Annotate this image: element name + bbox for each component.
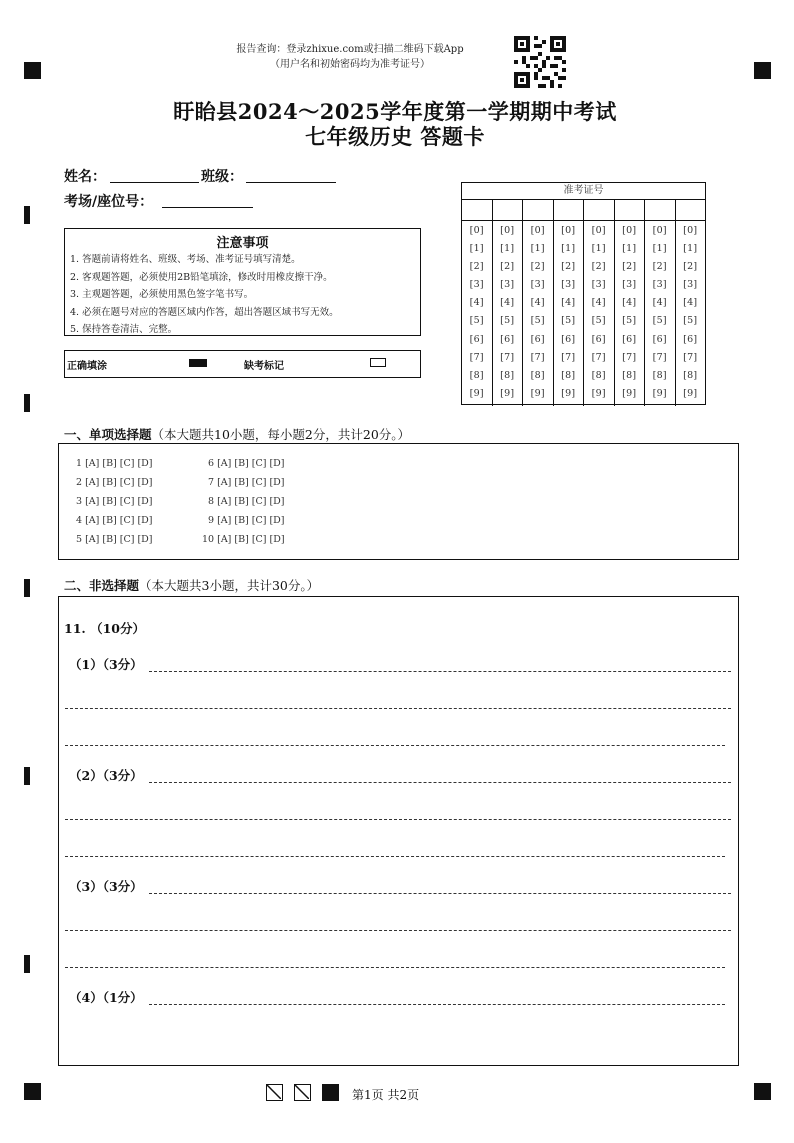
corner-mark-bottom-right — [754, 1083, 771, 1100]
exam-id-grid — [461, 182, 706, 405]
exam-id-bubble[interactable]: [0] — [561, 225, 576, 236]
exam-id-column[interactable] — [523, 221, 554, 406]
exam-id-bubble[interactable]: [6] — [500, 333, 515, 345]
exam-id-bubble[interactable]: [5] — [591, 315, 606, 327]
mcq-row[interactable]: 8 [A] [B] [C] [D] — [208, 496, 285, 507]
absent-mark-label: 缺考标记 — [244, 361, 284, 372]
exam-id-bubble[interactable]: [0] — [591, 225, 606, 236]
answer-line[interactable] — [65, 745, 725, 746]
page-number: 第1页 共2页 — [352, 1088, 420, 1102]
notice-item: 5. 保持答卷清洁、完整。 — [70, 324, 178, 335]
mcq-row[interactable]: 1 [A] [B] [C] [D] — [76, 458, 153, 469]
mcq-row[interactable]: 6 [A] [B] [C] [D] — [208, 458, 285, 469]
answer-line[interactable] — [149, 1004, 725, 1005]
section1-desc: （本大题共10小题，每小题2分，共计20分。） — [151, 427, 411, 442]
exam-id-bubble[interactable]: [9] — [561, 387, 576, 399]
page-mark-box — [294, 1084, 311, 1101]
exam-id-bubble[interactable]: [2] — [652, 261, 667, 273]
exam-id-column[interactable] — [462, 221, 493, 406]
notice-box — [64, 228, 421, 336]
part-4-label: （4）（1分） — [69, 990, 143, 1005]
exam-id-bubble[interactable]: [1] — [561, 243, 576, 255]
exam-id-bubble[interactable]: [3] — [622, 279, 637, 291]
exam-id-bubble[interactable]: [7] — [500, 351, 515, 363]
section2-title: 二、非选择题 — [64, 578, 140, 593]
exam-id-bubble[interactable]: [6] — [530, 333, 545, 345]
exam-id-column[interactable] — [584, 221, 615, 406]
qr-code-icon — [514, 36, 566, 88]
exam-id-bubble[interactable]: [8] — [591, 369, 606, 381]
exam-title: 盱眙县2024～2025学年度第一学期期中考试 — [173, 99, 617, 124]
exam-id-bubble[interactable]: [3] — [683, 279, 698, 291]
answer-line[interactable] — [149, 782, 731, 783]
exam-id-column[interactable] — [615, 221, 646, 406]
exam-id-bubble[interactable]: [0] — [622, 225, 637, 236]
exam-id-bubble[interactable]: [7] — [652, 351, 667, 363]
section2-desc: （本大题共3小题，共计30分。） — [139, 578, 320, 593]
exam-id-write-row[interactable] — [462, 200, 705, 221]
exam-id-bubble[interactable]: [2] — [469, 261, 484, 273]
exam-id-bubble[interactable]: [5] — [652, 315, 667, 327]
exam-id-bubble[interactable]: [4] — [500, 297, 515, 309]
exam-id-bubble[interactable]: [4] — [622, 297, 637, 309]
exam-id-bubble[interactable]: [0] — [500, 225, 515, 236]
answer-line[interactable] — [65, 967, 725, 968]
exam-id-bubble[interactable]: [1] — [500, 243, 515, 255]
exam-id-bubble[interactable]: [8] — [683, 369, 698, 381]
exam-id-bubble[interactable]: [3] — [469, 279, 484, 291]
mcq-row[interactable]: 4 [A] [B] [C] [D] — [76, 515, 153, 526]
absent-mark-checkbox[interactable] — [370, 358, 386, 367]
exam-id-column[interactable] — [676, 221, 706, 406]
answer-line[interactable] — [149, 893, 731, 894]
exam-id-bubble[interactable]: [4] — [683, 297, 698, 309]
mcq-row[interactable]: 9 [A] [B] [C] [D] — [208, 515, 285, 526]
room-seat-field[interactable] — [162, 206, 253, 208]
mcq-answer-box — [58, 443, 739, 560]
exam-id-column[interactable] — [645, 221, 676, 406]
answer-line[interactable] — [65, 708, 731, 709]
fill-sample-box — [64, 350, 421, 378]
exam-id-bubble[interactable]: [7] — [469, 351, 484, 363]
section2-heading — [64, 576, 319, 594]
notice-item: 2. 客观题答题，必须使用2B铅笔填涂，修改时用橡皮擦干净。 — [70, 271, 333, 283]
exam-id-bubble[interactable]: [5] — [561, 315, 576, 327]
timing-mark — [24, 955, 30, 973]
exam-id-bubble[interactable]: [4] — [652, 297, 667, 309]
part-3-label: （3）（3分） — [69, 879, 143, 894]
notice-title: 注意事项 — [216, 236, 269, 251]
class-field[interactable] — [246, 181, 336, 183]
answer-line[interactable] — [149, 671, 731, 672]
mcq-row[interactable]: 2 [A] [B] [C] [D] — [76, 477, 153, 488]
exam-id-bubble[interactable]: [9] — [683, 387, 698, 399]
exam-id-bubble[interactable]: [6] — [469, 333, 484, 345]
answer-line[interactable] — [65, 856, 725, 857]
filled-bubble-sample — [189, 359, 207, 367]
exam-id-bubble[interactable]: [3] — [561, 279, 576, 291]
exam-id-bubble[interactable]: [2] — [622, 261, 637, 273]
exam-id-bubble[interactable]: [6] — [561, 333, 576, 345]
exam-id-bubble[interactable]: [6] — [622, 333, 637, 345]
notice-item: 1. 答题前请将姓名、班级、考场、准考证号填写清楚。 — [70, 254, 301, 265]
timing-mark — [24, 579, 30, 597]
exam-id-bubble[interactable]: [6] — [652, 333, 667, 345]
answer-line[interactable] — [65, 819, 731, 820]
exam-id-bubble[interactable]: [7] — [683, 351, 698, 363]
exam-id-bubble[interactable]: [9] — [530, 387, 545, 399]
corner-mark-bottom-left — [24, 1083, 41, 1100]
question-11-label: 11. （10分） — [64, 621, 145, 636]
exam-id-bubble[interactable]: [8] — [652, 369, 667, 381]
corner-mark-top-right — [754, 62, 771, 79]
exam-id-bubble[interactable]: [2] — [500, 261, 515, 273]
exam-id-bubble[interactable]: [9] — [622, 387, 637, 399]
exam-id-bubble[interactable]: [2] — [561, 261, 576, 273]
exam-id-bubble[interactable]: [6] — [591, 333, 606, 345]
exam-id-bubble[interactable]: [2] — [591, 261, 606, 273]
login-hint-line: （用户名和初始密码均为准考证号） — [270, 59, 430, 70]
exam-id-bubble[interactable]: [9] — [500, 387, 515, 399]
exam-id-bubble[interactable]: [3] — [530, 279, 545, 291]
exam-id-column[interactable] — [493, 221, 524, 406]
correct-fill-label: 正确填涂 — [67, 361, 107, 372]
exam-id-bubble[interactable]: [7] — [530, 351, 545, 363]
exam-id-bubble[interactable]: [1] — [591, 243, 606, 255]
name-field[interactable] — [110, 181, 199, 183]
exam-id-bubble[interactable]: [8] — [622, 369, 637, 381]
room-seat-label: 考场/座位号： — [64, 194, 154, 210]
exam-id-bubble[interactable]: [5] — [469, 315, 484, 327]
section1-heading — [64, 425, 410, 443]
exam-id-bubble[interactable]: [9] — [591, 387, 606, 399]
exam-id-bubble[interactable]: [8] — [561, 369, 576, 381]
exam-id-bubble[interactable]: [5] — [530, 315, 545, 327]
exam-id-bubble[interactable]: [1] — [530, 243, 545, 255]
exam-id-bubble[interactable]: [4] — [469, 297, 484, 309]
exam-id-bubble[interactable]: [9] — [469, 387, 484, 399]
open-answer-box[interactable] — [58, 596, 739, 1066]
exam-id-bubble[interactable]: [5] — [683, 315, 698, 327]
section1-title: 一、单项选择题 — [64, 427, 152, 442]
slash-icon — [295, 1085, 309, 1099]
exam-id-bubble[interactable]: [7] — [591, 351, 606, 363]
exam-id-bubble[interactable]: [2] — [530, 261, 545, 273]
mcq-row[interactable]: 7 [A] [B] [C] [D] — [208, 477, 285, 488]
exam-id-bubble[interactable]: [0] — [469, 225, 484, 236]
timing-mark — [24, 206, 30, 224]
exam-id-bubble[interactable]: [8] — [469, 369, 484, 381]
exam-id-bubble[interactable]: [5] — [500, 315, 515, 327]
exam-id-bubble[interactable]: [8] — [500, 369, 515, 381]
class-label: 班级： — [201, 169, 243, 185]
exam-id-title: 准考证号 — [462, 183, 705, 200]
exam-id-bubble[interactable]: [4] — [561, 297, 576, 309]
exam-id-bubble[interactable]: [7] — [622, 351, 637, 363]
exam-id-bubble[interactable]: [7] — [561, 351, 576, 363]
notice-item: 4. 必须在题号对应的答题区域内作答，超出答题区域书写无效。 — [70, 306, 339, 318]
exam-id-bubble[interactable]: [1] — [469, 243, 484, 255]
report-query-line: 报告查询：登录zhixue.com或扫描二维码下载App — [236, 44, 464, 55]
exam-id-bubble[interactable]: [1] — [652, 243, 667, 255]
exam-id-bubble[interactable]: [3] — [500, 279, 515, 291]
exam-id-bubble[interactable]: [9] — [652, 387, 667, 399]
notice-item: 3. 主观题答题，必须使用黑色签字笔书写。 — [70, 289, 254, 300]
exam-id-bubble-columns[interactable] — [462, 221, 705, 406]
exam-id-bubble[interactable]: [6] — [683, 333, 698, 345]
page-mark-filled — [322, 1084, 339, 1101]
slash-icon — [267, 1085, 281, 1099]
part-1-label: （1）（3分） — [69, 657, 143, 672]
exam-id-bubble[interactable]: [1] — [622, 243, 637, 255]
mcq-row[interactable]: 3 [A] [B] [C] [D] — [76, 496, 153, 507]
exam-id-bubble[interactable]: [0] — [530, 225, 545, 236]
name-label: 姓名： — [64, 169, 106, 185]
mcq-row[interactable]: 10 [A] [B] [C] [D] — [202, 534, 285, 545]
timing-mark — [24, 767, 30, 785]
exam-id-bubble[interactable]: [1] — [683, 243, 698, 255]
exam-subtitle: 七年级历史 答题卡 — [305, 124, 485, 149]
page-mark-box — [266, 1084, 283, 1101]
exam-id-bubble[interactable]: [4] — [591, 297, 606, 309]
exam-id-bubble[interactable]: [2] — [683, 261, 698, 273]
corner-mark-top-left — [24, 62, 41, 79]
exam-id-bubble[interactable]: [0] — [683, 225, 698, 236]
exam-id-bubble[interactable]: [5] — [622, 315, 637, 327]
part-2-label: （2）（3分） — [69, 768, 143, 783]
timing-mark — [24, 394, 30, 412]
mcq-row[interactable]: 5 [A] [B] [C] [D] — [76, 534, 153, 545]
exam-id-column[interactable] — [554, 221, 585, 406]
notice-list — [65, 251, 420, 339]
answer-line[interactable] — [65, 930, 731, 931]
exam-id-bubble[interactable]: [0] — [652, 225, 667, 236]
exam-id-bubble[interactable]: [3] — [591, 279, 606, 291]
exam-id-bubble[interactable]: [3] — [652, 279, 667, 291]
exam-id-bubble[interactable]: [8] — [530, 369, 545, 381]
exam-id-bubble[interactable]: [4] — [530, 297, 545, 309]
